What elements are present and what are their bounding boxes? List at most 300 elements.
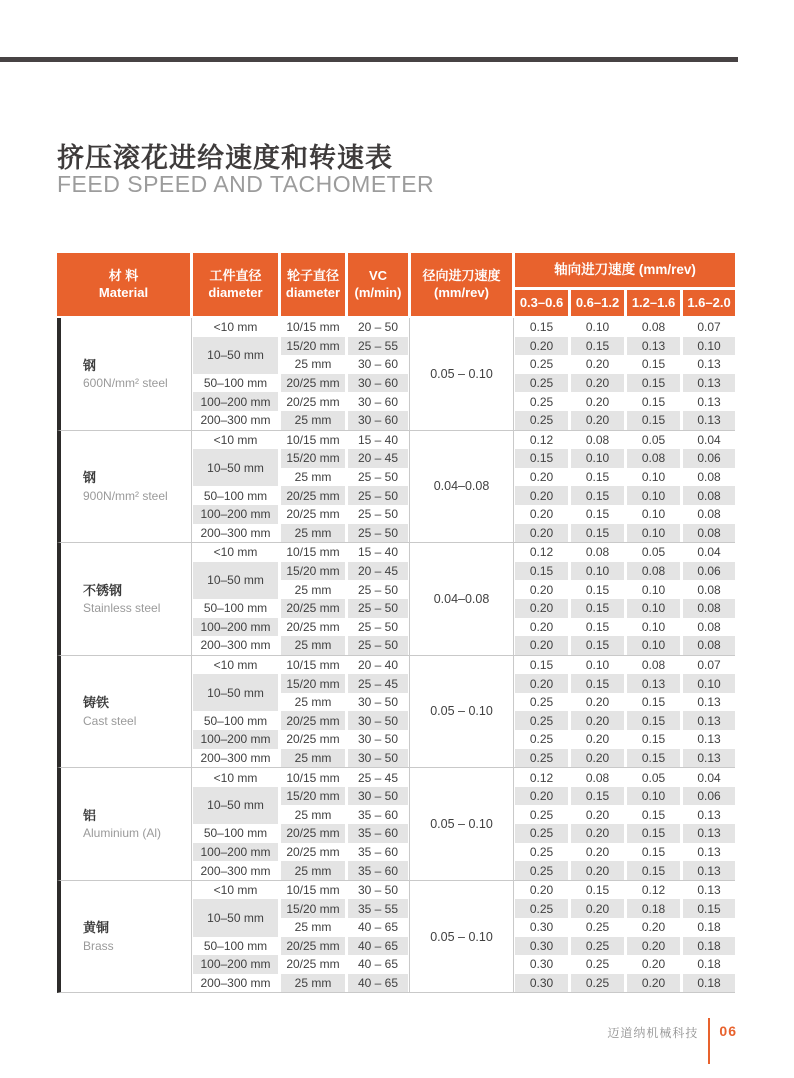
vc-cell: 25 – 50	[348, 618, 408, 637]
axial-feed-cell: 0.20	[627, 937, 680, 956]
axial-feed-cell: 0.30	[515, 918, 568, 937]
axial-feed-cell: 0.20	[571, 392, 624, 411]
work-diameter-cell: 100–200 mm	[193, 843, 278, 862]
page-footer	[0, 1018, 737, 1064]
axial-feed-cell: 0.20	[515, 337, 568, 356]
axial-feed-cell: 0.12	[515, 768, 568, 787]
axial-feed-cell: 0.10	[627, 636, 680, 655]
axial-feed-cell: 0.05	[627, 543, 680, 562]
wheel-diameter-cell: 20/25 mm	[281, 374, 345, 393]
work-diameter-cell: <10 mm	[193, 881, 278, 900]
wheel-diameter-cell: 20/25 mm	[281, 955, 345, 974]
material-block	[57, 318, 735, 431]
material-name-zh: 钢	[83, 357, 97, 373]
material-name-zh: 钢	[83, 470, 97, 486]
axial-feed-cell: 0.25	[515, 711, 568, 730]
header-radial-feed	[411, 253, 512, 316]
work-diameter-cell: 200–300 mm	[193, 636, 278, 655]
axial-feed-cell: 0.13	[683, 693, 735, 712]
axial-feed-cell: 0.12	[515, 543, 568, 562]
header-work-zh: 工件直径	[209, 268, 262, 284]
vc-cell: 40 – 65	[348, 937, 408, 956]
material-cell	[61, 768, 190, 880]
axial-feed-cell: 0.10	[627, 524, 680, 543]
material-block	[57, 656, 735, 769]
axial-feed-cell: 0.08	[683, 580, 735, 599]
column-divider-line	[513, 431, 514, 543]
work-diameter-cell: 100–200 mm	[193, 955, 278, 974]
axial-feed-cell: 0.04	[683, 543, 735, 562]
axial-feed-cell: 0.10	[571, 449, 624, 468]
axial-feed-cell: 0.20	[627, 918, 680, 937]
axial-feed-cell: 0.30	[515, 974, 568, 993]
work-diameter-cell: 50–100 mm	[193, 711, 278, 730]
work-diameter-cell: <10 mm	[193, 656, 278, 675]
work-diameter-cell: 200–300 mm	[193, 411, 278, 430]
axial-feed-cell: 0.25	[515, 355, 568, 374]
axial-feed-cell: 0.20	[571, 861, 624, 880]
axial-feed-cell: 0.10	[683, 674, 735, 693]
axial-feed-cell: 0.13	[683, 392, 735, 411]
axial-feed-cell: 0.08	[683, 599, 735, 618]
axial-feed-cell: 0.20	[515, 468, 568, 487]
wheel-diameter-cell: 15/20 mm	[281, 337, 345, 356]
material-cell	[61, 431, 190, 543]
vc-cell: 30 – 60	[348, 411, 408, 430]
wheel-diameter-cell: 25 mm	[281, 636, 345, 655]
material-name-en: 900N/mm² steel	[83, 488, 168, 503]
axial-feed-cell: 0.20	[627, 974, 680, 993]
axial-feed-cell: 0.10	[627, 599, 680, 618]
footer-company-name: 迈道纳机械科技	[607, 1026, 699, 1040]
axial-feed-cell: 0.20	[571, 730, 624, 749]
header-wheel-en: diameter	[285, 284, 341, 300]
axial-feed-cell: 0.18	[683, 918, 735, 937]
axial-feed-cell: 0.10	[627, 580, 680, 599]
material-name-en: Stainless steel	[83, 601, 161, 616]
axial-feed-cell: 0.15	[571, 618, 624, 637]
vc-cell: 35 – 60	[348, 861, 408, 880]
work-diameter-cell: 200–300 mm	[193, 861, 278, 880]
work-diameter-cell: 200–300 mm	[193, 974, 278, 993]
wheel-diameter-cell: 20/25 mm	[281, 599, 345, 618]
axial-feed-cell: 0.25	[515, 843, 568, 862]
material-name-en: Aluminium (Al)	[83, 826, 162, 841]
radial-feed-cell: 0.04–0.08	[411, 543, 512, 655]
wheel-diameter-cell: 20/25 mm	[281, 505, 345, 524]
axial-feed-cell: 0.08	[683, 636, 735, 655]
axial-feed-cell: 0.15	[627, 392, 680, 411]
material-block	[57, 543, 735, 656]
header-axial-col-2: 0.6–1.2	[571, 290, 624, 316]
header-axial-col-4: 1.6–2.0	[683, 290, 735, 316]
axial-feed-cell: 0.15	[571, 468, 624, 487]
vc-cell: 25 – 50	[348, 580, 408, 599]
axial-feed-cell: 0.20	[515, 505, 568, 524]
axial-feed-cell: 0.25	[571, 918, 624, 937]
axial-feed-cell: 0.10	[627, 618, 680, 637]
axial-feed-cell: 0.25	[571, 955, 624, 974]
axial-feed-cell: 0.15	[627, 711, 680, 730]
material-cell	[61, 543, 190, 655]
axial-feed-cell: 0.20	[571, 355, 624, 374]
work-diameter-cell: 50–100 mm	[193, 824, 278, 843]
column-divider-line	[513, 881, 514, 993]
axial-feed-cell: 0.20	[515, 486, 568, 505]
axial-feed-cell: 0.10	[571, 318, 624, 337]
axial-feed-cell: 0.10	[683, 337, 735, 356]
feed-speed-table	[57, 253, 735, 993]
header-radial-zh: 径向进刀速度	[422, 268, 501, 284]
work-diameter-cell: 200–300 mm	[193, 524, 278, 543]
axial-feed-cell: 0.20	[515, 881, 568, 900]
radial-feed-cell: 0.05 – 0.10	[411, 656, 512, 768]
column-divider-line	[409, 543, 410, 655]
axial-feed-cell: 0.08	[683, 505, 735, 524]
vc-cell: 25 – 50	[348, 505, 408, 524]
axial-feed-cell: 0.08	[571, 543, 624, 562]
work-diameter-cell: <10 mm	[193, 318, 278, 337]
column-divider-line	[191, 318, 192, 430]
column-divider-line	[191, 768, 192, 880]
wheel-diameter-cell: 20/25 mm	[281, 618, 345, 637]
wheel-diameter-cell: 25 mm	[281, 411, 345, 430]
axial-feed-cell: 0.15	[571, 486, 624, 505]
header-material	[57, 253, 190, 316]
table-body	[57, 318, 735, 993]
axial-feed-cell: 0.15	[627, 749, 680, 768]
axial-feed-cell: 0.07	[683, 318, 735, 337]
column-divider-line	[409, 318, 410, 430]
axial-feed-cell: 0.15	[627, 843, 680, 862]
axial-feed-cell: 0.25	[515, 392, 568, 411]
axial-feed-cell: 0.05	[627, 431, 680, 450]
column-divider-line	[513, 543, 514, 655]
axial-feed-cell: 0.20	[515, 618, 568, 637]
vc-cell: 30 – 60	[348, 374, 408, 393]
axial-feed-cell: 0.20	[571, 374, 624, 393]
axial-feed-cell: 0.08	[627, 562, 680, 581]
axial-feed-cell: 0.04	[683, 431, 735, 450]
vc-cell: 30 – 50	[348, 749, 408, 768]
vc-cell: 30 – 50	[348, 711, 408, 730]
axial-feed-cell: 0.08	[683, 468, 735, 487]
wheel-diameter-cell: 10/15 mm	[281, 768, 345, 787]
vc-cell: 15 – 40	[348, 543, 408, 562]
material-cell	[61, 318, 190, 430]
column-divider-line	[409, 881, 410, 993]
wheel-diameter-cell: 10/15 mm	[281, 431, 345, 450]
material-name-en: Brass	[83, 938, 114, 953]
header-vc	[348, 253, 408, 316]
vc-cell: 20 – 40	[348, 656, 408, 675]
axial-feed-cell: 0.08	[683, 524, 735, 543]
work-diameter-cell: 10–50 mm	[193, 787, 278, 824]
vc-cell: 35 – 55	[348, 899, 408, 918]
header-radial-unit: (mm/rev)	[434, 284, 489, 300]
wheel-diameter-cell: 15/20 mm	[281, 562, 345, 581]
vc-cell: 40 – 65	[348, 974, 408, 993]
vc-cell: 30 – 50	[348, 730, 408, 749]
header-vc-label: VC	[368, 268, 388, 284]
footer-divider-line	[708, 1018, 710, 1064]
wheel-diameter-cell: 25 mm	[281, 693, 345, 712]
axial-feed-cell: 0.13	[683, 881, 735, 900]
material-name-zh: 铸铁	[83, 695, 110, 711]
wheel-diameter-cell: 10/15 mm	[281, 881, 345, 900]
axial-feed-cell: 0.18	[683, 937, 735, 956]
vc-cell: 30 – 50	[348, 881, 408, 900]
axial-feed-cell: 0.20	[571, 749, 624, 768]
vc-cell: 15 – 40	[348, 431, 408, 450]
column-divider-line	[191, 656, 192, 768]
radial-feed-cell: 0.04–0.08	[411, 431, 512, 543]
column-divider-line	[191, 881, 192, 993]
work-diameter-cell: 100–200 mm	[193, 505, 278, 524]
wheel-diameter-cell: 25 mm	[281, 918, 345, 937]
axial-feed-cell: 0.13	[683, 824, 735, 843]
column-divider-line	[191, 431, 192, 543]
material-name-en: 600N/mm² steel	[83, 376, 168, 391]
header-wheel-zh: 轮子直径	[286, 268, 339, 284]
axial-feed-cell: 0.20	[515, 524, 568, 543]
header-axial-col-1: 0.3–0.6	[515, 290, 568, 316]
axial-feed-cell: 0.06	[683, 787, 735, 806]
axial-feed-cell: 0.25	[515, 899, 568, 918]
wheel-diameter-cell: 25 mm	[281, 749, 345, 768]
axial-feed-cell: 0.15	[627, 805, 680, 824]
material-block	[57, 768, 735, 881]
material-name-zh: 黄铜	[83, 920, 110, 936]
work-diameter-cell: 100–200 mm	[193, 618, 278, 637]
page-title-zh: 挤压滚花进给速度和转速表	[57, 143, 393, 173]
wheel-diameter-cell: 20/25 mm	[281, 392, 345, 411]
axial-feed-cell: 0.15	[515, 449, 568, 468]
work-diameter-cell: <10 mm	[193, 768, 278, 787]
material-block	[57, 881, 735, 994]
work-diameter-cell: 50–100 mm	[193, 599, 278, 618]
axial-feed-cell: 0.20	[571, 899, 624, 918]
wheel-diameter-cell: 15/20 mm	[281, 674, 345, 693]
axial-feed-cell: 0.15	[571, 636, 624, 655]
axial-feed-cell: 0.08	[627, 318, 680, 337]
axial-feed-cell: 0.15	[571, 881, 624, 900]
header-vc-unit: (m/min)	[354, 284, 402, 300]
material-block	[57, 431, 735, 544]
wheel-diameter-cell: 20/25 mm	[281, 937, 345, 956]
axial-feed-cell: 0.08	[627, 656, 680, 675]
top-rule-divider	[0, 57, 738, 62]
wheel-diameter-cell: 20/25 mm	[281, 843, 345, 862]
column-divider-line	[409, 768, 410, 880]
header-wheel-diameter	[281, 253, 345, 316]
axial-feed-cell: 0.15	[627, 374, 680, 393]
axial-feed-cell: 0.13	[683, 355, 735, 374]
axial-feed-cell: 0.20	[571, 711, 624, 730]
axial-feed-cell: 0.13	[683, 861, 735, 880]
axial-feed-cell: 0.15	[627, 355, 680, 374]
wheel-diameter-cell: 15/20 mm	[281, 449, 345, 468]
axial-feed-cell: 0.10	[627, 486, 680, 505]
axial-feed-cell: 0.13	[627, 674, 680, 693]
axial-feed-cell: 0.05	[627, 768, 680, 787]
axial-feed-cell: 0.13	[683, 805, 735, 824]
axial-feed-cell: 0.15	[571, 505, 624, 524]
vc-cell: 25 – 50	[348, 599, 408, 618]
work-diameter-cell: <10 mm	[193, 431, 278, 450]
axial-feed-cell: 0.10	[627, 505, 680, 524]
wheel-diameter-cell: 25 mm	[281, 805, 345, 824]
wheel-diameter-cell: 20/25 mm	[281, 486, 345, 505]
axial-feed-cell: 0.13	[683, 843, 735, 862]
column-divider-line	[409, 431, 410, 543]
axial-feed-cell: 0.10	[627, 468, 680, 487]
axial-feed-cell: 0.12	[515, 431, 568, 450]
axial-feed-cell: 0.13	[683, 749, 735, 768]
wheel-diameter-cell: 20/25 mm	[281, 711, 345, 730]
vc-cell: 30 – 50	[348, 693, 408, 712]
axial-feed-cell: 0.15	[683, 899, 735, 918]
axial-feed-cell: 0.06	[683, 562, 735, 581]
axial-feed-cell: 0.15	[571, 674, 624, 693]
axial-feed-cell: 0.15	[571, 787, 624, 806]
vc-cell: 20 – 45	[348, 449, 408, 468]
vc-cell: 25 – 50	[348, 636, 408, 655]
vc-cell: 20 – 45	[348, 562, 408, 581]
column-divider-line	[513, 318, 514, 430]
axial-feed-cell: 0.25	[515, 411, 568, 430]
wheel-diameter-cell: 25 mm	[281, 580, 345, 599]
axial-feed-cell: 0.13	[683, 374, 735, 393]
wheel-diameter-cell: 10/15 mm	[281, 543, 345, 562]
axial-feed-cell: 0.20	[515, 787, 568, 806]
axial-feed-cell: 0.15	[515, 656, 568, 675]
radial-feed-cell: 0.05 – 0.10	[411, 318, 512, 430]
vc-cell: 40 – 65	[348, 955, 408, 974]
axial-feed-cell: 0.10	[571, 656, 624, 675]
work-diameter-cell: 100–200 mm	[193, 392, 278, 411]
vc-cell: 30 – 50	[348, 787, 408, 806]
material-cell	[61, 656, 190, 768]
header-work-diameter	[193, 253, 278, 316]
axial-feed-cell: 0.20	[571, 843, 624, 862]
axial-feed-cell: 0.15	[515, 318, 568, 337]
axial-feed-cell: 0.30	[515, 955, 568, 974]
work-diameter-cell: 100–200 mm	[193, 730, 278, 749]
vc-cell: 25 – 45	[348, 768, 408, 787]
axial-feed-cell: 0.25	[515, 693, 568, 712]
radial-feed-cell: 0.05 – 0.10	[411, 881, 512, 993]
wheel-diameter-cell: 25 mm	[281, 355, 345, 374]
axial-feed-cell: 0.25	[515, 730, 568, 749]
wheel-diameter-cell: 25 mm	[281, 974, 345, 993]
work-diameter-cell: 50–100 mm	[193, 374, 278, 393]
wheel-diameter-cell: 25 mm	[281, 524, 345, 543]
axial-feed-cell: 0.08	[571, 431, 624, 450]
axial-feed-cell: 0.25	[571, 974, 624, 993]
axial-feed-cell: 0.15	[571, 337, 624, 356]
wheel-diameter-cell: 15/20 mm	[281, 899, 345, 918]
wheel-diameter-cell: 10/15 mm	[281, 318, 345, 337]
column-divider-line	[409, 656, 410, 768]
work-diameter-cell: 10–50 mm	[193, 449, 278, 486]
table-header	[57, 253, 735, 316]
axial-feed-cell: 0.20	[515, 580, 568, 599]
header-work-en: diameter	[208, 284, 263, 300]
axial-feed-cell: 0.20	[627, 955, 680, 974]
wheel-diameter-cell: 25 mm	[281, 468, 345, 487]
axial-feed-cell: 0.15	[571, 524, 624, 543]
axial-feed-cell: 0.10	[571, 562, 624, 581]
axial-feed-cell: 0.25	[515, 824, 568, 843]
page-title-en: FEED SPEED AND TACHOMETER	[57, 171, 435, 197]
wheel-diameter-cell: 20/25 mm	[281, 730, 345, 749]
column-divider-line	[513, 768, 514, 880]
axial-feed-cell: 0.20	[571, 693, 624, 712]
header-axial-feed-group: 轴向进刀速度 (mm/rev)	[515, 253, 735, 287]
axial-feed-cell: 0.08	[627, 449, 680, 468]
axial-feed-cell: 0.08	[683, 618, 735, 637]
work-diameter-cell: 10–50 mm	[193, 562, 278, 599]
vc-cell: 30 – 60	[348, 392, 408, 411]
column-divider-line	[513, 656, 514, 768]
axial-feed-cell: 0.18	[627, 899, 680, 918]
work-diameter-cell: 200–300 mm	[193, 749, 278, 768]
work-diameter-cell: 10–50 mm	[193, 674, 278, 711]
axial-feed-cell: 0.15	[571, 599, 624, 618]
material-cell	[61, 881, 190, 993]
wheel-diameter-cell: 15/20 mm	[281, 787, 345, 806]
vc-cell: 35 – 60	[348, 824, 408, 843]
axial-feed-cell: 0.20	[515, 636, 568, 655]
header-axial-col-3: 1.2–1.6	[627, 290, 680, 316]
vc-cell: 25 – 50	[348, 468, 408, 487]
work-diameter-cell: 50–100 mm	[193, 937, 278, 956]
work-diameter-cell: <10 mm	[193, 543, 278, 562]
header-material-zh: 材 料	[108, 268, 139, 284]
column-divider-line	[191, 543, 192, 655]
axial-feed-cell: 0.13	[683, 711, 735, 730]
material-name-zh: 铝	[83, 807, 97, 823]
vc-cell: 30 – 60	[348, 355, 408, 374]
work-diameter-cell: 50–100 mm	[193, 486, 278, 505]
axial-feed-cell: 0.15	[627, 693, 680, 712]
axial-feed-cell: 0.20	[515, 599, 568, 618]
vc-cell: 25 – 50	[348, 524, 408, 543]
axial-feed-cell: 0.25	[515, 805, 568, 824]
vc-cell: 35 – 60	[348, 805, 408, 824]
axial-feed-cell: 0.13	[683, 730, 735, 749]
axial-feed-cell: 0.18	[683, 974, 735, 993]
header-material-en: Material	[98, 284, 149, 300]
axial-feed-cell: 0.25	[515, 374, 568, 393]
vc-cell: 35 – 60	[348, 843, 408, 862]
axial-feed-cell: 0.20	[571, 824, 624, 843]
vc-cell: 25 – 55	[348, 337, 408, 356]
wheel-diameter-cell: 10/15 mm	[281, 656, 345, 675]
axial-feed-cell: 0.20	[515, 674, 568, 693]
axial-feed-cell: 0.25	[515, 749, 568, 768]
axial-feed-cell: 0.12	[627, 881, 680, 900]
vc-cell: 25 – 50	[348, 486, 408, 505]
axial-feed-cell: 0.25	[515, 861, 568, 880]
vc-cell: 40 – 65	[348, 918, 408, 937]
axial-feed-cell: 0.20	[571, 411, 624, 430]
radial-feed-cell: 0.05 – 0.10	[411, 768, 512, 880]
vc-cell: 20 – 50	[348, 318, 408, 337]
vc-cell: 25 – 45	[348, 674, 408, 693]
axial-feed-cell: 0.15	[627, 411, 680, 430]
